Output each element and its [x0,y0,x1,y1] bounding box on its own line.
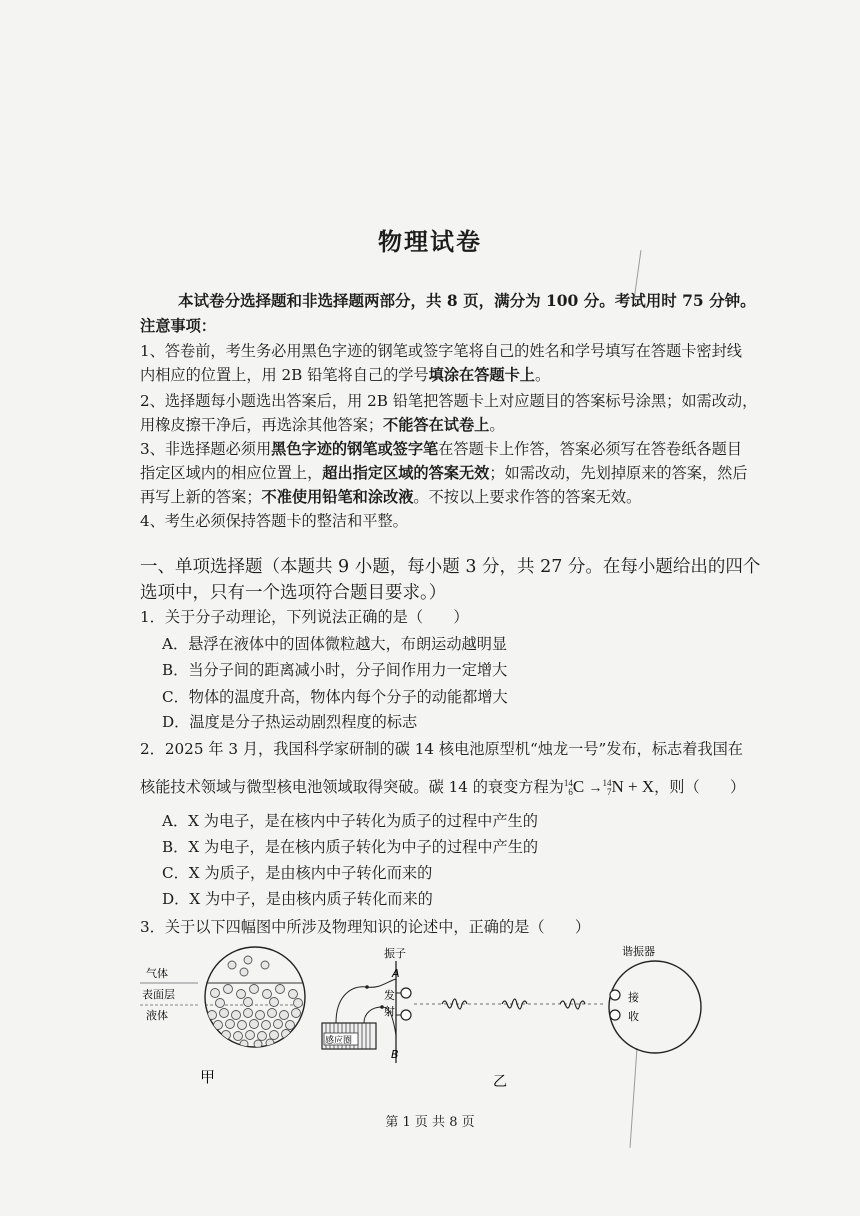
question-1-stem: 1．关于分子动理论，下列说法正确的是（ ） [140,608,469,626]
question-1-option-b: B．当分子间的距离减小时，分子间作用力一定增大 [162,661,508,679]
emitter-ball [401,988,411,998]
label-coil: 感应圈 [325,1036,353,1046]
question-2-stem-2 [140,776,745,797]
receiver-ball [610,1010,620,1020]
mass-number: 14 [563,778,573,789]
figure-jia-caption: 甲 [200,1068,216,1086]
equation-rest: N + X [611,777,655,796]
receiver-ball [610,990,620,1000]
section-heading: 一、单项选择题（本题共 9 小题，每小题 3 分，共 27 分。在每小题给出的四个 [140,557,761,577]
notice-text: 。不按以上要求作答的答案无效。 [413,488,642,506]
label-liquid: 液体 [146,1009,168,1022]
notice-text: 。 [489,416,505,434]
notice-1b [140,364,550,385]
label-b: B [391,1048,399,1061]
question-2-text: ，则（ ） [654,778,746,796]
decay-equation [564,777,654,797]
emitter-ball [401,1010,411,1020]
question-2-option-b: B．X 为电子，是在核内质子转化为中子的过程中产生的 [162,838,539,856]
label-oscillator: 振子 [384,947,406,960]
molecule-group [200,956,310,1048]
question-2-text: 核能技术领域与微型核电池领域取得突破。碳 14 的衰变方程为 [140,778,564,796]
mass-number: 14 [602,778,612,789]
notice-bold: 填涂在答题卡上 [428,366,535,384]
label-emit-2: 射 [384,1005,395,1018]
question-2-option-d: D．X 为中子，是由核内质子转化而来的 [162,890,433,908]
question-1-option-a: A．悬浮在液体中的固体微粒越大，布朗运动越明显 [162,635,508,653]
page-footer: 第 1 页 共 8 页 [385,1115,475,1130]
question-2-option-c: C．X 为质子，是由核内中子转化而来的 [162,864,433,882]
notice-bold: 超出指定区域的答案无效 [322,464,490,482]
notice-text: 指定区域内的相应位置上， [140,464,323,482]
figure-yi-caption: 乙 [493,1074,507,1090]
notice-2b [140,414,505,435]
notice-heading: 注意事项： [140,317,216,335]
notice-2a: 2、选择题每小题选出答案后，用 2B 铅笔把答题卡上对应题目的答案标号涂黑；如需改动， [140,392,758,410]
exam-intro: 本试卷分选择题和非选择题两部分，共 8 页，满分为 100 分。考试用时 75 分钟。 [178,291,756,310]
label-emit-1: 发 [384,989,395,1002]
carbon-iso [564,779,573,797]
atomic-number: 7 [606,787,612,798]
notice-text: 内相应的位置上，用 2B 铅笔将自己的学号 [140,366,429,384]
arrow-icon: → [588,781,603,796]
notice-text: 3、非选择题必须用 [140,440,272,458]
notice-text: 在答题卡上作答，答案必须写在答卷纸各题目 [438,440,742,458]
label-recv-1: 接 [628,991,639,1004]
notice-bold: 不准使用铅笔和涂改液 [261,488,414,506]
question-1-option-d: D．温度是分子热运动剧烈程度的标志 [162,713,418,731]
figure-yi [312,945,712,1095]
notice-3b [140,462,748,483]
question-2-option-a: A．X 为电子，是在核内中子转化为质子的过程中产生的 [162,812,538,830]
notice-bold: 黑色字迹的钢笔或签字笔 [271,440,439,458]
atomic-number: 6 [568,787,573,798]
question-2-stem-1: 2．2025 年 3 月，我国科学家研制的碳 14 核电池原型机“烛龙一号”发布，标志着我国在 [140,740,743,758]
notice-3a [140,438,742,459]
page-title: 物理试卷 [378,227,482,256]
resonator-ring [609,961,701,1053]
notice-text: 再写上新的答案； [140,488,262,506]
label-gas: 气体 [146,967,168,980]
label-surface: 表面层 [142,988,175,1001]
section-heading-cont: 选项中，只有一个选项符合题目要求。） [140,583,447,603]
notice-3c [140,486,641,507]
label-recv-2: 收 [628,1010,639,1023]
notice-text: ；如需改动，先划掉原来的答案，然后 [489,464,748,482]
notice-text: 。 [534,366,551,384]
notice-1a: 1、答卷前，考生务必用黑色字迹的钢笔或签字笔将自己的姓名和学号填写在答题卡密封线 [140,342,742,360]
notice-text: 用橡皮擦干净后，再选涂其他答案； [140,416,383,434]
question-3-stem: 3．关于以下四幅图中所涉及物理知识的论述中，正确的是（ ） [140,918,591,936]
question-1-option-c: C．物体的温度升高，物体内每个分子的动能都增大 [162,688,508,706]
notice-4: 4、考生必须保持答题卡的整洁和平整。 [140,512,408,530]
notice-bold: 不能答在试卷上 [383,416,490,434]
element-symbol: C [572,777,585,796]
label-resonator: 谐振器 [622,945,655,958]
figure-jia [140,945,310,1095]
label-a: A [392,967,400,980]
